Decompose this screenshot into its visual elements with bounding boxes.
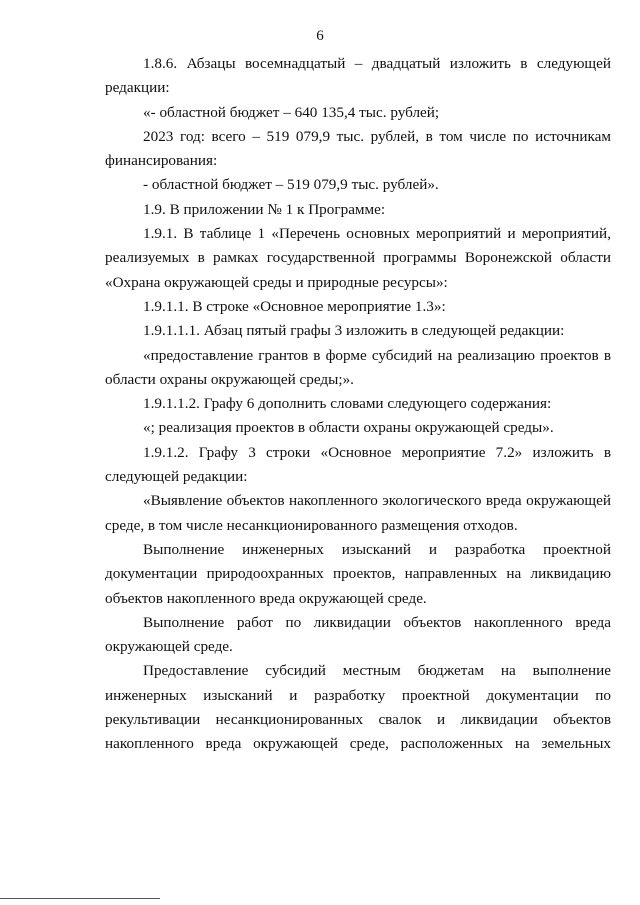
paragraph-projects-text: «; реализация проектов в области охраны окружающей среды». xyxy=(143,419,554,437)
paragraph-regional-budget-519: - областной бюджет – 519 079,9 тыс. рублей». xyxy=(143,176,439,194)
paragraph-engineering-surveys: Выполнение инженерных изысканий и разработка проектной документации природоохранных проектов, направленных на ликвидацию объектов накопленного вреда окружающей среде. xyxy=(105,540,611,607)
paragraph-1-9: 1.9. В приложении № 1 к Программе: xyxy=(143,200,386,218)
paragraph-1-9-1-1-2: 1.9.1.1.2. Графу 6 дополнить словами следующего содержания: xyxy=(143,395,552,413)
paragraph-regional-budget-640: «- областной бюджет – 640 135,4 тыс. рублей; xyxy=(143,103,440,121)
page-number: 6 xyxy=(316,28,324,44)
paragraph-1-9-1-1-1: 1.9.1.1.1. Абзац пятый графы 3 изложить в следующей редакции: xyxy=(143,322,565,340)
paragraph-1-8-6: 1.8.6. Абзацы восемнадцатый – двадцатый изложить в следующей редакции: xyxy=(105,55,611,97)
paragraph-identification: «Выявление объектов накопленного экологического вреда окружающей среде, в том числе несанкционированного размещения отходов. xyxy=(105,492,611,534)
document-body xyxy=(105,52,611,757)
paragraph-1-9-1-1: 1.9.1.1. В строке «Основное мероприятие 1.3»: xyxy=(143,297,446,315)
paragraph-1-9-1-2: 1.9.1.2. Графу 3 строки «Основное мероприятие 7.2» изложить в следующей редакции: xyxy=(105,443,611,486)
paragraph-grants-text: «предоставление грантов в форме субсидий на реализацию проектов в области охраны окружающей среды;». xyxy=(105,346,611,388)
paragraph-subsidies: Предоставление субсидий местным бюджетам на выполнение инженерных изысканий и разработку проектной документации по рекультивации несанкционированных свалок и ликвидации объектов накопленного вреда окружающей среде, расположенных на земельных xyxy=(105,662,611,753)
paragraph-liquidation-works: Выполнение работ по ликвидации объектов накопленного вреда окружающей среде. xyxy=(105,613,611,656)
footer-divider xyxy=(0,898,160,899)
paragraph-2023-total: 2023 год: всего – 519 079,9 тыс. рублей, в том числе по источникам финансирования: xyxy=(105,127,611,170)
paragraph-1-9-1: 1.9.1. В таблице 1 «Перечень основных мероприятий и мероприятий, реализуемых в рамках государственной программы Воронежской области «Охрана окружающей среды и природные ресурсы»: xyxy=(105,225,611,291)
